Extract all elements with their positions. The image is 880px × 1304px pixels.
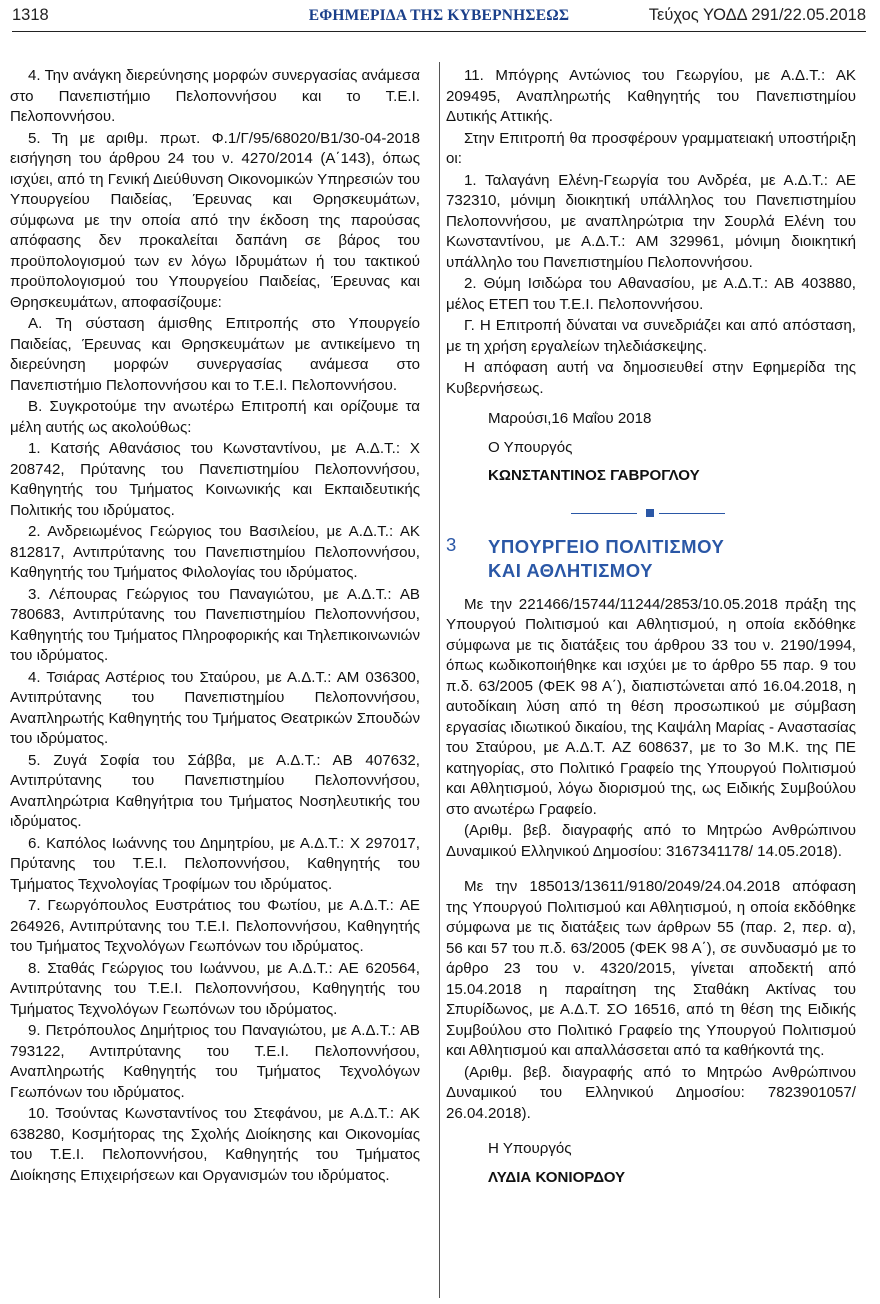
act-paragraph: Με την 221466/15744/11244/2853/10.05.2018 πράξη της Υπουργού Πολιτισμού και Αθλητισμού, η οποία εκδόθηκε σύμφωνα με τις διατάξεις του άρθρου 33 του ν. 2190/1994, όπως κωδικοποιήθηκε και ισχύει με το άρθρο 55 παρ. 9 του π.δ. 63/2005 (ΦΕΚ 98 Α΄), διαπιστώνεται από 16.04.2018, η αυτοδίκαιη λύση από τη θέση προσωπικού με σύμβαση εργασίας ιδιωτικού δικαίου, της Καψάλη Μαρίας - Αναστασίας του Σταύρου, με Α.Δ.Τ. ΑΖ 608637, με το 3ο Μ.Κ. της ΠΕ κατηγορίας, στο Πολιτικό Γραφείο της Υπουργού Πολιτισμού και Αθλητισμού, λόγω διορισμού της, ως Ειδικής Συμβούλου στο ανωτέρω Γραφείο.	[446, 595, 856, 818]
page-number: 1318	[12, 6, 49, 24]
publication-title: ΕΦΗΜΕΡΙΔΑ ΤΗΣ ΚΥΒΕΡΝΗΣΕΩΣ	[308, 7, 570, 24]
section-title-line1: ΥΠΟΥΡΓΕΙΟ ΠΟΛΙΤΙΣΜΟΥ	[488, 535, 725, 557]
member-item: 5. Ζυγά Σοφία του Σάββα, με Α.Δ.Τ.: ΑΒ 407632, Αντιπρύτανης του Πανεπιστημίου Πελοποννήσου, Αναπληρώτρια Καθηγήτρια του Τμήματος Νοσηλευτικής του ιδρύματος.	[10, 751, 420, 830]
member-item: 3. Λέπουρας Γεώργιος του Παναγιώτου, με Α.Δ.Τ.: ΑΒ 780683, Αντιπρύτανης του Πανεπιστημίου Πελοποννήσου, Καθηγητής του Τμήματος Πληροφορικής και Τηλεπικοινωνιών του ιδρύματος.	[10, 585, 420, 664]
section-title-line2: ΚΑΙ ΑΘΛΗΤΙΣΜΟΥ	[488, 559, 653, 581]
signature-name: ΛΥΔΙΑ ΚΟΝΙΟΡΔΟΥ	[488, 1168, 626, 1186]
member-item: 11. Μπόγρης Αντώνιος του Γεωργίου, με Α.Δ.Τ.: ΑΚ 209495, Αναπληρωτής Καθηγητής του Πανεπιστημίου Δυτικής Αττικής.	[446, 67, 856, 125]
issue-info: Τεύχος ΥΟΔΔ 291/22.05.2018	[648, 6, 866, 24]
member-item: 2. Ανδρειωμένος Γεώργιος του Βασιλείου, με Α.Δ.Τ.: ΑΚ 812817, Αντιπρύτανης του Πανεπιστημίου Πελοποννήσου, Καθηγητής του Τμήματος Φιλολογίας του ιδρύματος.	[10, 523, 420, 581]
paragraph: Στην Επιτροπή θα προσφέρουν γραμματειακή υποστήριξη οι:	[446, 129, 856, 167]
section-heading	[446, 535, 856, 583]
member-item: 4. Τσιάρας Αστέριος του Σταύρου, με Α.Δ.Τ.: ΑΜ 036300, Αντιπρύτανης του Πανεπιστημίου Πελοποννήσου, Αναπληρωτής Καθηγητής του Τμήματος Θεατρικών Σπουδών του ιδρύματος.	[10, 668, 420, 747]
separator-square	[646, 509, 654, 517]
section-separator	[446, 503, 856, 525]
act-paragraph: Με την 185013/13611/9180/2049/24.04.2018 απόφαση της Υπουργού Πολιτισμού και Αθλητισμού, η οποία εκδόθηκε σύμφωνα με τις διατάξεις των άρθρων 55 (παρ. 2, περ. α), 56 και 57 του π.δ. 63/2005 (ΦΕΚ 98 Α΄), σε συνδυασμό με το άρθρο 23 του ν. 4320/2015, γίνεται αποδεκτή από 15.04.2018 η παραίτηση της Σταθάκη Ακτίνας του Σπυρίδωνος, με Α.Δ.Τ. ΣΟ 16516, από τη θέση της Ειδικής Συμβούλου στο Πολιτικό Γραφείο της Υπουργού Πολιτισμού και Αθλητισμού και απαλλάσσεται από τα καθήκοντά της.	[446, 878, 856, 1059]
member-item: 9. Πετρόπουλος Δημήτριος του Παναγιώτου, με Α.Δ.Τ.: ΑΒ 793122, Αντιπρύτανης του Τ.Ε.Ι. Πελοποννήσου, Αναπληρωτής Καθηγητής του Τμήματος Τεχνολόγων Γεωπόνων του ιδρύματος.	[10, 1022, 420, 1101]
member-item: 10. Τσούντας Κωνσταντίνος του Στεφάνου, με Α.Δ.Τ.: ΑΚ 638280, Κοσμήτορας της Σχολής Διοίκησης και Οικονομίας του Τ.Ε.Ι. Πελοποννήσου, Καθηγητής του Τμήματος Διοίκησης Επιχειρήσεων και Οργανισμών του ιδρύματος.	[10, 1105, 420, 1184]
page-header	[12, 6, 866, 28]
column-divider	[439, 62, 440, 1298]
signature-name: ΚΩΝΣΤΑΝΤΙΝΟΣ ΓΑΒΡΟΓΛΟΥ	[488, 467, 700, 484]
paragraph: Β. Συγκροτούμε την ανωτέρω Επιτροπή και ορίζουμε τα μέλη αυτής ως ακολούθως:	[10, 398, 420, 436]
signature-role: Η Υπουργός	[488, 1140, 572, 1157]
spacer	[446, 400, 856, 409]
member-item: 8. Σταθάς Γεώργιος του Ιωάννου, με Α.Δ.Τ.: ΑΕ 620564, Αντιπρύτανης του Τ.Ε.Ι. Πελοποννήσου, Καθηγητής του Τμήματος Τεχνολόγων Γεωπόνων του ιδρύματος.	[10, 959, 420, 1018]
section-title	[488, 535, 724, 583]
support-item: 1. Ταλαγάνη Ελένη-Γεωργία του Ανδρέα, με Α.Δ.Τ.: ΑΕ 732310, μόνιμη διοικητική υπάλληλος του Πανεπιστημίου Πελοποννήσου, με αναπληρώτρια την Σουρλά Ελένη του Κωνσταντίνου, με Α.Δ.Τ.: ΑΜ 329961, μόνιμη διοικητική υπάλληλο του Πανεπιστημίου Πελοποννήσου.	[446, 171, 856, 271]
separator-line-right	[659, 513, 725, 514]
signature-role: Ο Υπουργός	[488, 438, 573, 456]
paragraph: Α. Τη σύσταση άμισθης Επιτροπής στο Υπουργείο Παιδείας, Έρευνας και Θρησκευμάτων με αντικείμενο τη διερεύνηση μορφών συνεργασίας ανάμεσα στο Πανεπιστήμιο Πελοποννήσου και το Τ.Ε.Ι. Πελοποννήσου.	[10, 315, 420, 394]
separator-line-left	[571, 513, 637, 514]
member-item: 1. Κατσής Αθανάσιος του Κωνσταντίνου, με Α.Δ.Τ.: Χ 208742, Πρύτανης του Πανεπιστημίου Πελοποννήσου, Καθηγητής του Τμήματος Κοινωνικής και Εκπαιδευτικής Πολιτικής του ιδρύματος.	[10, 440, 420, 519]
header-rule	[12, 31, 866, 32]
member-item: 6. Καπόλος Ιωάννης του Δημητρίου, με Α.Δ.Τ.: Χ 297017, Πρύτανης του Τ.Ε.Ι. Πελοποννήσου, Καθηγητής του Τμήματος Τεχνολογίας Τροφίμων του ιδρύματος.	[10, 834, 420, 893]
paragraph: 5. Τη με αριθμ. πρωτ. Φ.1/Γ/95/68020/Β1/30-04-2018 εισήγηση του άρθρου 24 του ν. 4270/2014 (Α΄143), όπως ισχύει, από τη Γενική Διεύθυνση Οικονομικών Υπηρεσιών του Υπουργείου Παιδείας, Έρευνας και Θρησκευμάτων, σύμφωνα με την οποία από την έκδοση της παρούσας απόφασης δεν προκαλείται δαπάνη σε βάρος του προϋπολογισμού των εν λόγω Ιδρυμάτων ή του τακτικού προϋπολογισμού του Υπουργείου Παιδείας, Έρευνας και Θρησκευμάτων, αποφασίζουμε:	[10, 129, 420, 311]
act-reference: (Αριθμ. βεβ. διαγραφής από το Μητρώο Ανθρώπινου Δυναμικού του Ελληνικού Δημοσίου: 7823901057/ 26.04.2018).	[446, 1063, 856, 1122]
support-item: 2. Θύμη Ισιδώρα του Αθανασίου, με Α.Δ.Τ.: ΑΒ 403880, μέλος ΕΤΕΠ του Τ.Ε.Ι. Πελοποννήσου.	[446, 275, 856, 313]
paragraph: Η απόφαση αυτή να δημοσιευθεί στην Εφημερίδα της Κυβερνήσεως.	[446, 359, 856, 397]
left-column	[10, 66, 420, 1187]
right-column	[446, 66, 856, 1188]
member-item: 7. Γεωργόπουλος Ευστράτιος του Φωτίου, με Α.Δ.Τ.: ΑΕ 264926, Αντιπρύτανης του Τ.Ε.Ι. Πελοποννήσου, Καθηγητής του Τμήματος Τεχνολόγων Γεωπόνων του ιδρύματος.	[10, 897, 420, 955]
paragraph: 4. Την ανάγκη διερεύνησης μορφών συνεργασίας ανάμεσα στο Πανεπιστήμιο Πελοποννήσου και το Τ.Ε.Ι. Πελοποννήσου.	[10, 67, 420, 125]
paragraph: Γ. Η Επιτροπή δύναται να συνεδριάζει και από απόσταση, με τη χρήση εργαλείων τηλεδιάσκεψης.	[446, 317, 856, 355]
spacer	[446, 1125, 856, 1139]
signature-place-date: Μαρούσι,16 Μαΐου 2018	[488, 410, 652, 427]
section-number: 3	[446, 533, 457, 555]
act-reference: (Αριθμ. βεβ. διαγραφής από το Μητρώο Ανθρώπινου Δυναμικού Ελληνικού Δημοσίου: 3167341178/ 14.05.2018).	[446, 822, 856, 860]
spacer	[446, 863, 856, 877]
